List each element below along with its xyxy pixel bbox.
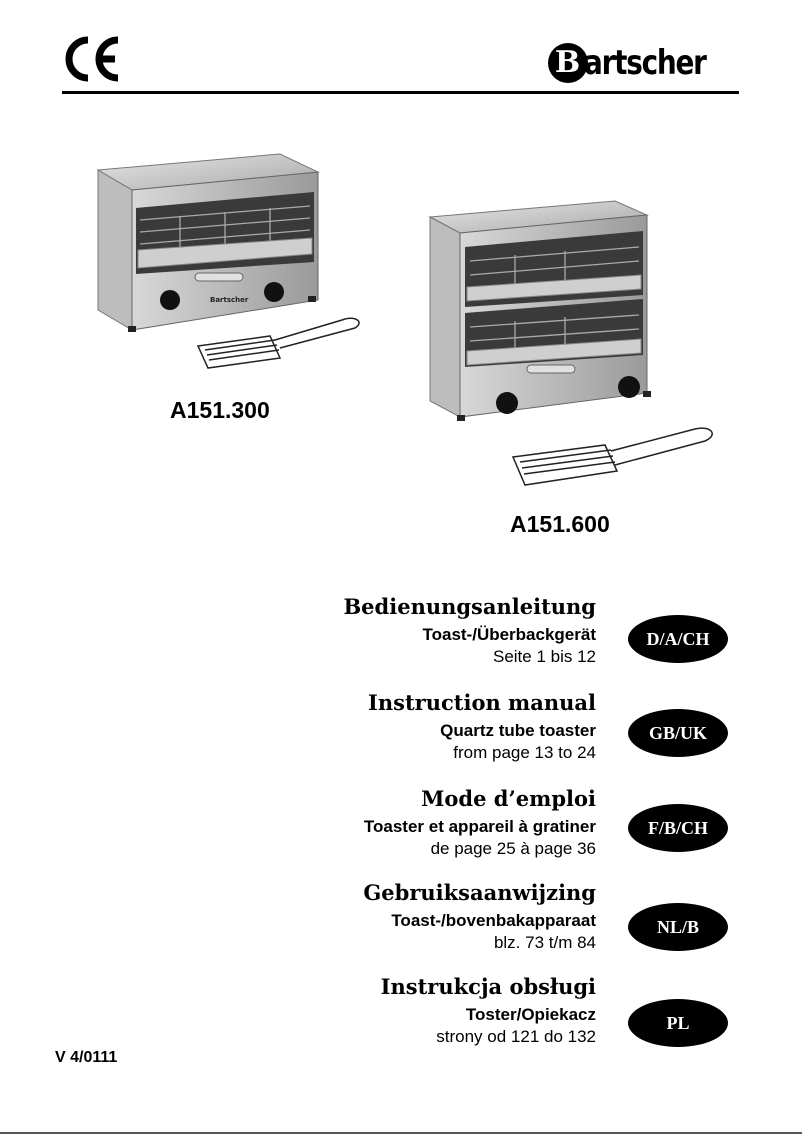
header-divider	[62, 91, 739, 94]
model-label-a151-600: A151.600	[510, 511, 610, 537]
toaster-single-illustration	[80, 150, 380, 390]
section-pages: from page 13 to 24	[453, 743, 596, 762]
language-badge-gb-uk: GB/UK	[628, 709, 728, 757]
language-badge-f-b-ch: F/B/CH	[628, 804, 728, 852]
section-english	[368, 690, 596, 764]
language-badge-nl-b: NL/B	[628, 903, 728, 951]
section-title: Instrukcja obsługi	[380, 974, 596, 999]
model-label-a151-300: A151.300	[170, 397, 270, 423]
section-pages: strony od 121 do 132	[436, 1027, 596, 1046]
section-german	[343, 594, 596, 668]
version-label: V 4/0111	[55, 1049, 118, 1066]
brand-logo-text: artscher	[583, 43, 706, 83]
brand-logo-initial: B	[548, 43, 588, 83]
footer-divider	[0, 1132, 802, 1134]
toaster-brand-label: Bartscher	[210, 296, 249, 304]
section-pages: blz. 73 t/m 84	[493, 933, 596, 952]
section-title: Instruction manual	[368, 690, 596, 715]
section-title: Gebruiksaanwijzing	[363, 880, 596, 905]
language-badge-d-a-ch: D/A/CH	[628, 615, 728, 663]
section-french	[364, 786, 596, 860]
toaster-double-illustration	[415, 195, 725, 495]
section-title: Mode d’emploi	[421, 786, 596, 811]
section-product: Toster/Opiekacz	[465, 1005, 596, 1024]
section-pages: Seite 1 bis 12	[492, 647, 596, 666]
section-product: Toast-/Überbackgerät	[422, 625, 596, 644]
ce-mark-logo	[62, 32, 124, 86]
section-pages: de page 25 à page 36	[430, 839, 596, 858]
section-polish	[381, 974, 596, 1048]
language-badge-pl: PL	[628, 999, 728, 1047]
section-dutch	[363, 880, 596, 954]
section-product: Toast-/bovenbakapparaat	[391, 911, 596, 930]
section-title: Bedienungsanleitung	[343, 594, 596, 619]
section-product: Toaster et appareil à gratiner	[363, 817, 596, 836]
brand-logo	[548, 40, 732, 86]
section-product: Quartz tube toaster	[440, 721, 596, 740]
